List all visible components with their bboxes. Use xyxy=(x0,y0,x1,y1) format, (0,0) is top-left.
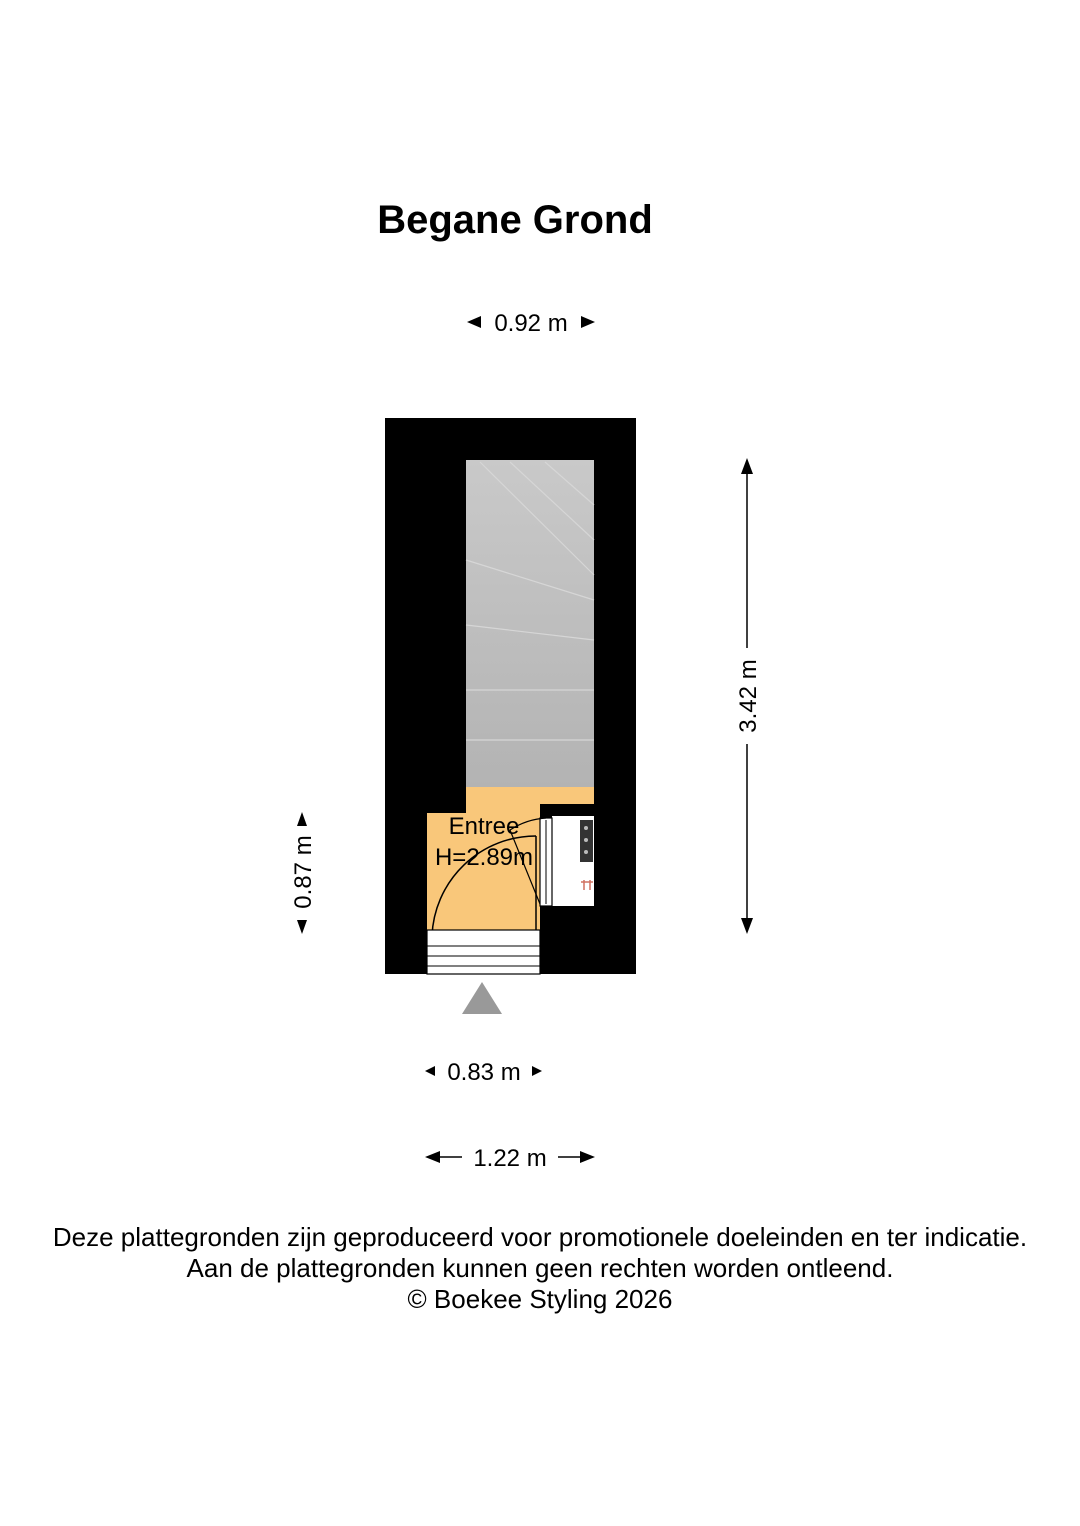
dimension-top-width xyxy=(467,310,595,337)
room-height-label: H=2.89m xyxy=(434,844,534,871)
dimension-left-height xyxy=(290,812,317,934)
room-name-label: Entree xyxy=(448,813,520,840)
disclaimer-line-2: Aan de plattegronden kunnen geen rechten worden ontleend. xyxy=(186,1253,894,1283)
dimension-left-height-label: 0.87 m xyxy=(290,835,317,909)
dimension-bottom-inner-label: 0.83 m xyxy=(447,1059,521,1086)
copyright: © Boekee Styling 2026 xyxy=(407,1284,673,1314)
entrance-threshold xyxy=(427,930,540,974)
disclaimer-line-1: Deze plattegronden zijn geproduceerd voor promotionele doeleinden en ter indicatie. xyxy=(52,1222,1028,1252)
dimension-bottom-total xyxy=(425,1145,595,1172)
dimension-top-width-label: 0.92 m xyxy=(494,310,568,337)
dimension-bottom-total-label: 1.22 m xyxy=(473,1145,547,1172)
dimension-bottom-inner xyxy=(425,1059,542,1086)
dimension-right-height xyxy=(735,458,762,934)
disclaimer xyxy=(0,1222,1080,1315)
staircase-icon xyxy=(466,460,594,788)
page-title: Begane Grond xyxy=(377,198,653,242)
meter-cabinet-icon xyxy=(552,816,594,906)
entrance-triangle-icon xyxy=(462,982,502,1014)
dimension-right-height-label: 3.42 m xyxy=(735,659,762,733)
